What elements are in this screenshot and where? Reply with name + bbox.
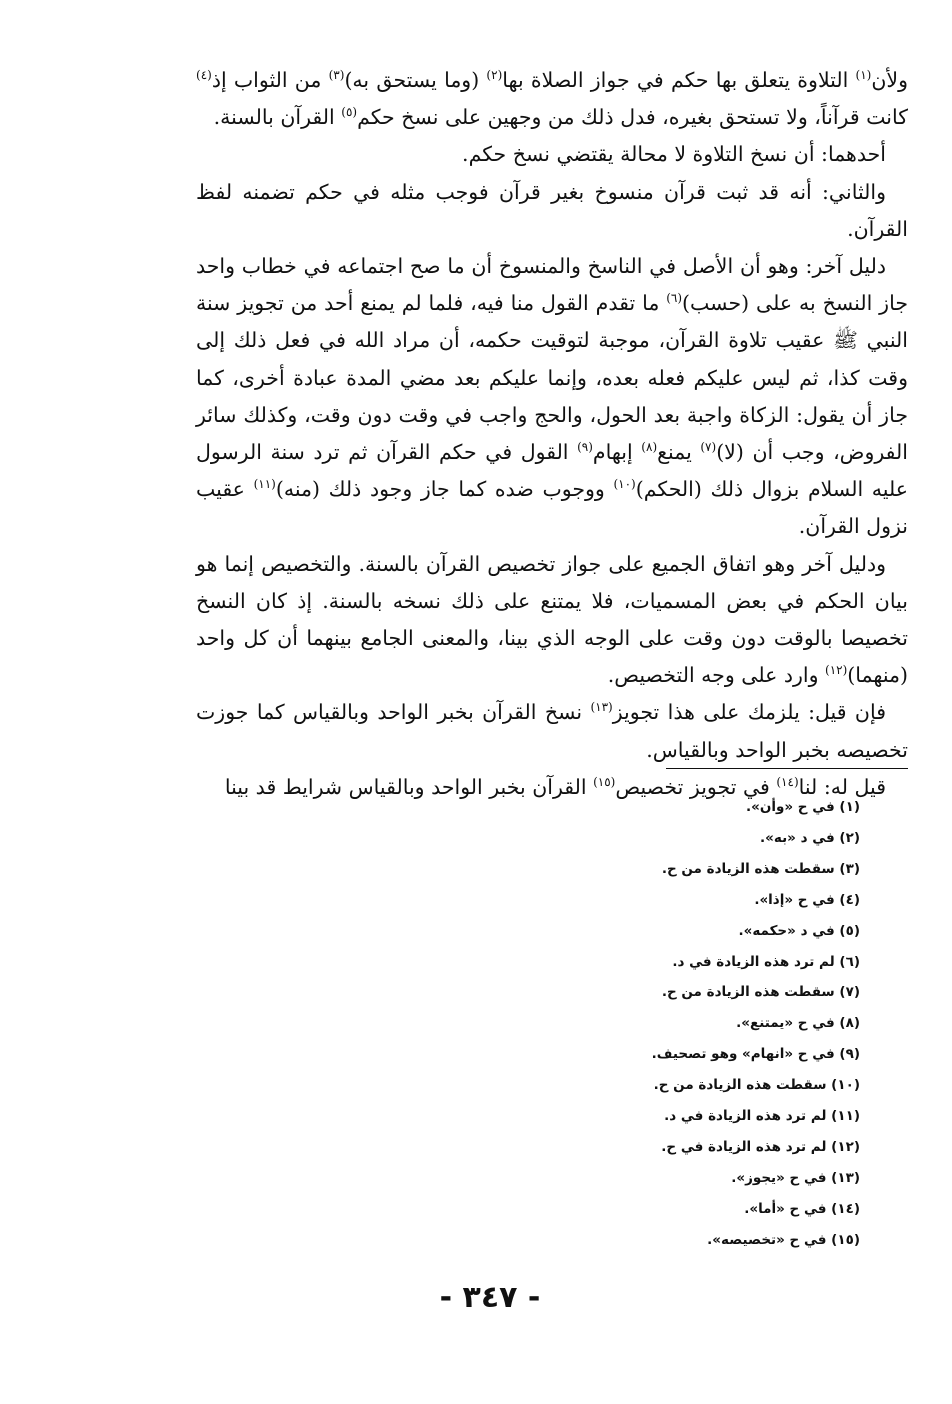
- main-text: [196, 62, 908, 806]
- footnote-item: (٢) في د «به».: [760, 829, 860, 846]
- footnote-item: (٩) في ح «انهام» وهو تصحيف.: [651, 1046, 860, 1063]
- text-run: القرآن بخبر الواحد وبالقياس شرايط قد بينا: [224, 774, 594, 799]
- footnote-item: (٦) لم ترد هذه الزيادة في د.: [672, 953, 860, 970]
- footnote-item: (١٠) سقطت هذه الزيادة من ح.: [653, 1077, 860, 1094]
- paragraph: [196, 136, 908, 173]
- text-run: نسخ القرآن بخبر الواحد وبالقياس كما جوزت تخصيصه بخبر الواحد وبالقياس.: [196, 700, 908, 762]
- footnote-item: (٥) في د «حكمه».: [738, 922, 860, 939]
- footnote-marker: (١٢): [825, 663, 848, 678]
- text-run: كانت قرآناً، ولا تستحق بغيره، فدل ذلك من وجهين على نسخ حكم: [357, 105, 908, 130]
- footnote-marker: (٧): [700, 440, 717, 455]
- text-run: ولأن: [871, 68, 909, 92]
- footnotes-list: [300, 792, 860, 1256]
- footnote-marker: (٨): [641, 440, 658, 455]
- paragraph: [196, 546, 908, 695]
- footnote-marker: (٦): [666, 291, 683, 306]
- footnote-item: (٣) سقطت هذه الزيادة من ح.: [661, 860, 860, 877]
- text-run: فإن قيل: يلزمك على هذا تجويز: [612, 700, 887, 725]
- footnote-marker: (٣): [328, 68, 345, 83]
- footnote-item: (١٢) لم ترد هذه الزيادة في ح.: [661, 1138, 860, 1155]
- text-run: عقيب نزول القرآن.: [196, 477, 908, 539]
- footnote-marker: (١١): [253, 477, 276, 492]
- text-run: أحدهما: أن نسخ التلاوة لا محالة يقتضي نسخ حكم.: [462, 142, 886, 167]
- footnote-item: (١٥) في ح «تخصيصه».: [707, 1231, 860, 1248]
- text-run: ووجوب ضده كما جاز وجود ذلك (منه): [275, 477, 614, 502]
- text-run: إبهام: [592, 440, 642, 465]
- text-run: التلاوة يتعلق بها حكم في جواز الصلاة بها: [502, 68, 856, 92]
- text-run: يمنع: [657, 440, 701, 465]
- footnote-marker: (٩): [577, 440, 593, 455]
- text-run: القول في حكم القرآن ثم ترد سنة الرسول عليه السلام بزوال ذلك (الحكم): [196, 440, 908, 502]
- footnote-item: (٤) في ح «إذا».: [754, 891, 860, 908]
- footnote-marker: (٢): [486, 68, 503, 83]
- paragraph: [196, 694, 908, 768]
- footnote-item: (٧) سقطت هذه الزيادة من ح.: [661, 984, 860, 1001]
- page-number: - ٣٤٧ -: [439, 1280, 541, 1315]
- text-run: القرآن بالسنة.: [213, 105, 342, 130]
- text-run: (وما يستحق به): [344, 68, 487, 92]
- footnote-marker: (٥): [341, 105, 358, 120]
- text-run: والثاني: أنه قد ثبت قرآن منسوخ بغير قرآن فوجب مثله في حكم تضمنه لفظ القرآن.: [196, 179, 908, 241]
- paragraph: [196, 248, 908, 546]
- paragraph: [196, 62, 908, 136]
- footnote-item: (١٣) في ح «يجوز».: [731, 1169, 860, 1186]
- footnote-divider: [666, 768, 908, 769]
- text-run: دليل آخر: وهو أن الأصل في الناسخ والمنسوخ أن ما صح اجتماعه في خطاب واحد جاز النسخ به على (حسب): [196, 254, 908, 316]
- paragraph: [196, 174, 908, 248]
- text-run: في تجويز تخصيص: [615, 774, 777, 799]
- footnote-marker: (١٣): [590, 700, 613, 715]
- text-run: ما تقدم القول منا فيه، فلما لم يمنع أحد من تجويز سنة النبي ﷺ عقيب تلاوة القرآن، موجبة لتوقيت حكمه، أن مراد الله في فعل ذلك إلى وقت كذا، ثم ليس عليكم فعله بعده، وإنما عليكم بعد مضي المدة عبادة أخرى، كما جاز أن يقول: الزكاة واجبة بعد الحول، والحج واجب في وقت دون وقت، وكذلك سائر الفروض، وجب أن (لا): [196, 291, 908, 465]
- text-run: وارد على وجه التخصيص.: [607, 663, 826, 688]
- footnote-marker: (١): [855, 68, 872, 83]
- text-run: من الثواب إذ: [211, 68, 329, 92]
- footnote-marker: (١٤): [776, 775, 799, 790]
- footnote-marker: (١٥): [593, 775, 616, 790]
- footnote-item: (١) في ح «وأن».: [745, 799, 860, 815]
- page-body: [196, 62, 908, 806]
- text-run: ودليل آخر وهو اتفاق الجميع على جواز تخصيص القرآن بالسنة. والتخصيص إنما هو بيان الحكم في بعض المسميات، فلا يمتنع على ذلك نسخه بالسنة. إذ كان النسخ تخصيصا بالوقت دون وقت على الوجه الذي بينا، والمعنى الجامع بينهما أن كل واحد (منهما): [196, 551, 908, 688]
- text-run: قيل له: لنا: [798, 774, 886, 799]
- footnote-item: (٨) في ح «يمتنع».: [736, 1015, 860, 1032]
- footnote-item: (١٤) في ح «أما».: [744, 1200, 860, 1217]
- footnote-item: (١١) لم ترد هذه الزيادة في د.: [664, 1108, 860, 1125]
- footnote-marker: (١٠): [613, 477, 636, 492]
- footnote-marker: (٤): [196, 68, 212, 83]
